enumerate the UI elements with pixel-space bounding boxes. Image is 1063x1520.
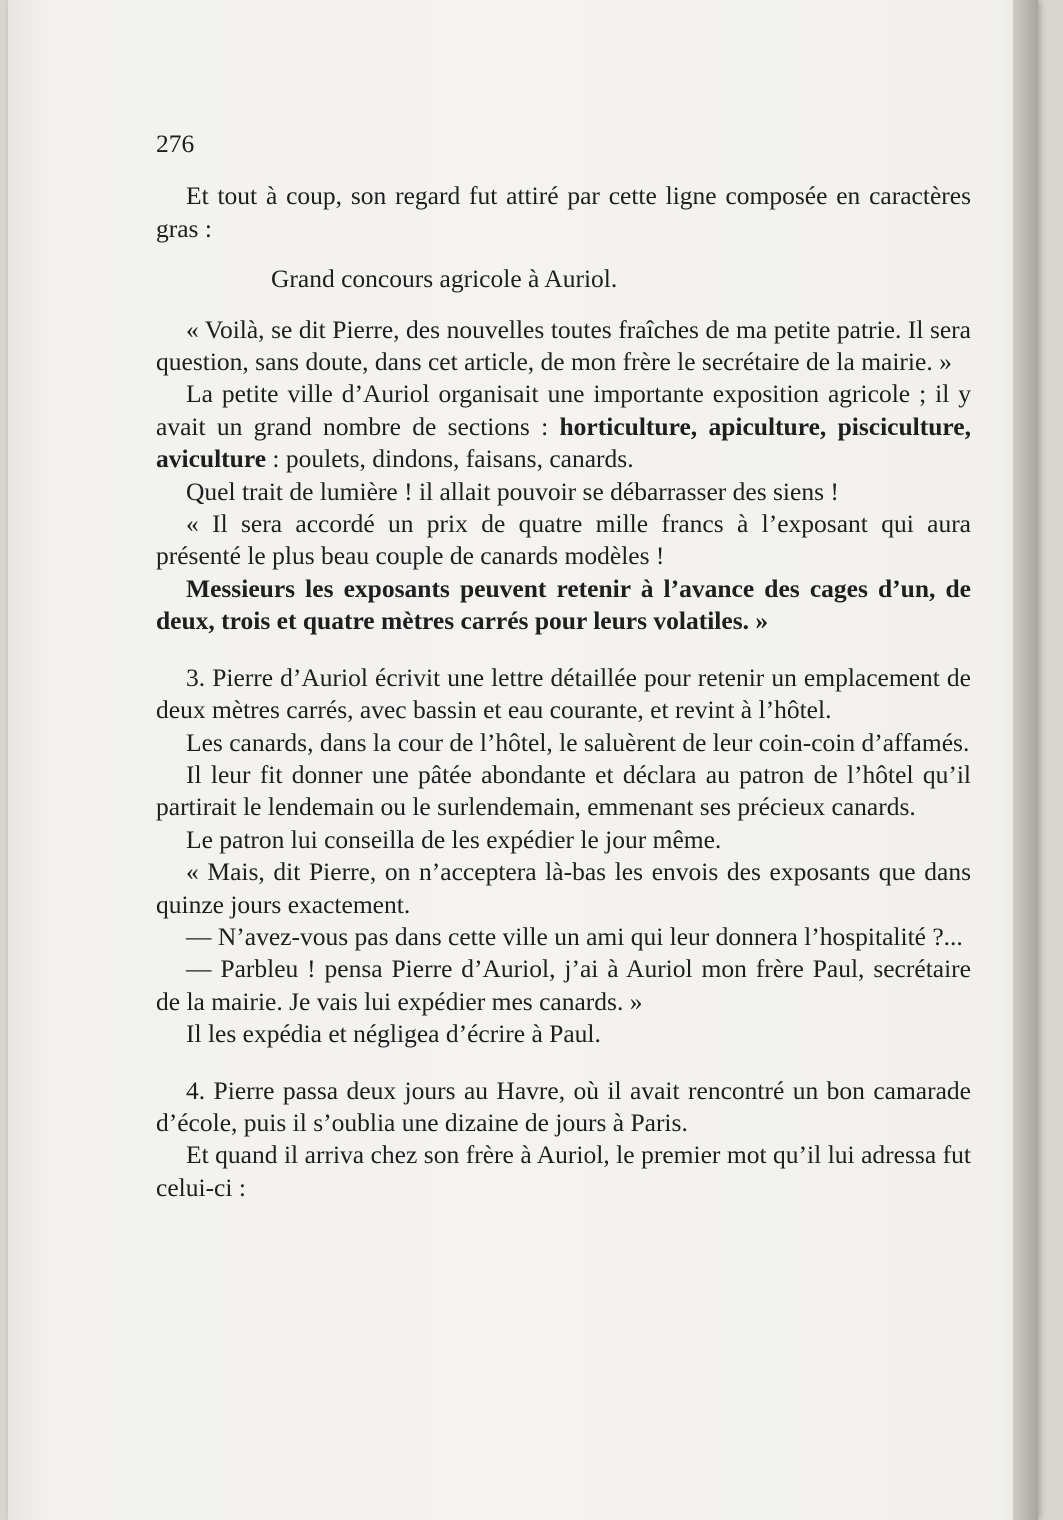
paragraph-6: « Il sera accordé un prix de quatre mille francs à l’exposant qui aura présenté le plus beau couple de canards modèles ! <box>156 509 971 571</box>
page-edge-shadow <box>1013 0 1038 1520</box>
paragraph-13: — N’avez-vous pas dans cette ville un ami qui leur donnera l’hospitalité ?... <box>186 921 963 951</box>
paragraph-5: Quel trait de lumière ! il allait pouvoir se débarrasser des siens ! <box>186 476 839 506</box>
paragraph-12: « Mais, dit Pierre, on n’acceptera là-bas les envois des exposants que dans quinze jours exactement. <box>156 857 971 919</box>
paragraph-8: 3. Pierre d’Auriol écrivit une lettre détaillée pour retenir un emplacement de deux mètres carrés, avec bassin et eau courante, et revint à l’hôtel. <box>156 662 971 725</box>
paragraph-16: 4. Pierre passa deux jours au Havre, où il avait rencontré un bon camarade d’école, puis il s’oublia une dizaine de jours à Paris. <box>156 1075 971 1137</box>
paragraph-4-start: La petite ville d’Auriol organisait une importante exposition agricole ; il y avait un grand nombre de sections : <box>156 379 971 441</box>
paragraph-14: — Parbleu ! pensa Pierre d’Auriol, j’ai à Auriol mon frère Paul, secrétaire de la mairie. Je vais lui expédier mes canards. » <box>156 954 971 1016</box>
sections-bold: horticulture, apiculture, pisciculture, aviculture <box>156 411 971 474</box>
page-content <box>156 128 971 1204</box>
paragraph-7: Messieurs les exposants peuvent retenir à l’avance des cages d’un, de deux, trois et quatre mètres carrés pour leurs volatiles. » <box>156 573 971 636</box>
paragraph-17: Et quand il arriva chez son frère à Auriol, le premier mot qu’il lui adressa fut celui-ci : <box>156 1140 971 1202</box>
paragraph-1: Et tout à coup, son regard fut attiré par cette ligne composée en caractères gras : <box>156 181 971 243</box>
book-page <box>8 0 1038 1520</box>
paragraph-4-end: : poulets, dindons, faisans, canards. <box>272 444 634 474</box>
page-number: 276 <box>156 129 195 158</box>
paragraph-11: Le patron lui conseilla de les expédier le jour même. <box>186 824 722 854</box>
paragraph-9: Les canards, dans la cour de l’hôtel, le saluèrent de leur coin-coin d’affamés. <box>186 727 970 757</box>
paragraph-10: Il leur fit donner une pâtée abondante et déclara au patron de l’hôtel qu’il partirait le lendemain ou le surlendemain, emmenant ses précieux canards. <box>156 759 971 822</box>
paragraph-15: Il les expédia et négligea d’écrire à Paul. <box>186 1019 601 1049</box>
centered-headline: Grand concours agricole à Auriol. <box>271 264 618 294</box>
paragraph-3: « Voilà, se dit Pierre, des nouvelles toutes fraîches de ma petite patrie. Il sera question, sans doute, dans cet article, de mon frère le secrétaire de la mairie. » <box>156 314 971 377</box>
paragraph-4 <box>156 378 971 475</box>
